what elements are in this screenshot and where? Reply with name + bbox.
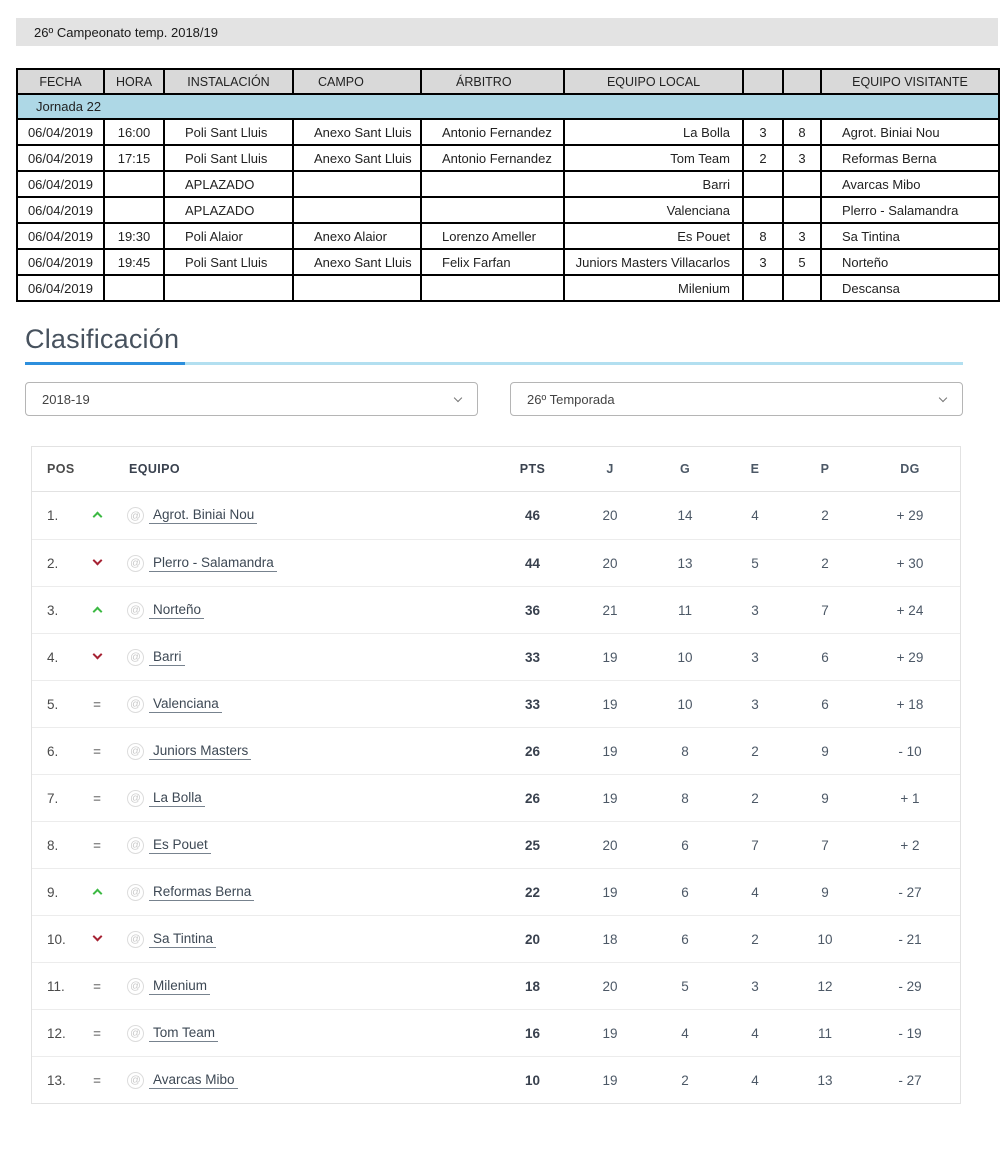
col-header-dg: DG — [900, 462, 920, 476]
won: 8 — [681, 790, 689, 806]
equals-icon: = — [93, 790, 101, 806]
team-link[interactable]: Agrot. Biniai Nou — [149, 507, 257, 524]
won: 14 — [677, 508, 693, 523]
home-score — [743, 275, 783, 301]
away-team: Reformas Berna — [821, 145, 999, 171]
jornada-label: Jornada 22 — [17, 94, 999, 119]
team-cell — [115, 1025, 495, 1042]
standings-row — [32, 1009, 960, 1056]
goal-diff: + 30 — [896, 555, 924, 571]
won: 6 — [681, 884, 689, 900]
won: 10 — [677, 649, 693, 665]
match-venue: Poli Sant Lluis — [164, 249, 293, 275]
match-time: 17:15 — [104, 145, 164, 171]
temporada-select-value: 26º Temporada — [527, 391, 615, 407]
classification-filters — [25, 382, 963, 416]
team-badge-icon: @ — [127, 931, 144, 948]
match-referee — [421, 197, 564, 223]
trend-icon — [79, 650, 115, 665]
home-team: Valenciana — [564, 197, 743, 223]
drawn: 2 — [751, 931, 759, 947]
won: 6 — [681, 837, 689, 853]
match-time — [104, 171, 164, 197]
played: 21 — [602, 602, 618, 618]
trend-icon — [79, 838, 115, 853]
standings-row — [32, 868, 960, 915]
match-venue: Poli Sant Lluis — [164, 145, 293, 171]
standings-row — [32, 727, 960, 774]
temporada-select[interactable] — [510, 382, 963, 416]
points: 33 — [524, 696, 541, 712]
classification-title: Clasificación — [25, 324, 180, 354]
played: 19 — [602, 790, 618, 806]
match-date: 06/04/2019 — [17, 249, 104, 275]
position: 12. — [47, 1025, 66, 1041]
standings-row — [32, 680, 960, 727]
match-venue: APLAZADO — [164, 197, 293, 223]
col-header-pos: POS — [47, 462, 75, 476]
points: 33 — [524, 649, 541, 665]
position: 11. — [47, 978, 65, 994]
goal-diff: - 29 — [898, 978, 922, 994]
goal-diff: + 29 — [896, 649, 924, 665]
played: 20 — [602, 508, 618, 523]
col-header-score-local — [743, 69, 783, 94]
points: 26 — [524, 743, 541, 759]
lost: 13 — [817, 1072, 833, 1088]
goal-diff: + 2 — [900, 837, 920, 853]
position: 9. — [47, 884, 59, 900]
position: 1. — [47, 508, 59, 523]
col-header-fecha: FECHA — [17, 69, 104, 94]
trend-icon — [79, 697, 115, 712]
match-row — [17, 223, 999, 249]
match-field — [293, 171, 421, 197]
team-badge-icon: @ — [127, 1072, 144, 1089]
team-cell — [115, 649, 495, 666]
chevron-down-icon — [92, 555, 102, 565]
title-underline-accent — [25, 362, 185, 365]
col-header-hora: HORA — [104, 69, 164, 94]
team-cell — [115, 602, 495, 619]
standings-header-row — [32, 447, 960, 492]
standings-row — [32, 586, 960, 633]
drawn: 3 — [751, 602, 759, 618]
away-score — [783, 275, 821, 301]
played: 20 — [602, 555, 618, 571]
goal-diff: - 10 — [898, 743, 922, 759]
points: 26 — [524, 790, 541, 806]
points: 16 — [524, 1025, 541, 1041]
lost: 2 — [821, 555, 829, 571]
team-badge-icon: @ — [127, 696, 144, 713]
team-badge-icon: @ — [127, 649, 144, 666]
match-field: Anexo Alaior — [293, 223, 421, 249]
away-score: 3 — [783, 145, 821, 171]
match-row — [17, 197, 999, 223]
trend-icon — [79, 932, 115, 947]
position: 8. — [47, 837, 59, 853]
goal-diff: - 19 — [898, 1025, 922, 1041]
team-link[interactable]: Sa Tintina — [149, 931, 216, 948]
equals-icon: = — [93, 696, 101, 712]
lost: 6 — [821, 696, 829, 712]
position: 13. — [47, 1072, 66, 1088]
trend-icon — [79, 508, 115, 523]
team-cell — [115, 884, 495, 901]
match-referee: Felix Farfan — [421, 249, 564, 275]
won: 4 — [681, 1025, 689, 1041]
match-field: Anexo Sant Lluis — [293, 119, 421, 145]
season-select[interactable] — [25, 382, 478, 416]
home-team: Milenium — [564, 275, 743, 301]
match-time — [104, 275, 164, 301]
team-badge-icon: @ — [127, 507, 144, 524]
trend-icon — [79, 979, 115, 994]
played: 20 — [602, 837, 618, 853]
match-row — [17, 171, 999, 197]
position: 4. — [47, 649, 59, 665]
col-header-pts: PTS — [519, 462, 546, 476]
col-header-equipo-visitante: EQUIPO VISITANTE — [821, 69, 999, 94]
won: 5 — [681, 978, 689, 994]
match-date: 06/04/2019 — [17, 171, 104, 197]
standings-table — [31, 446, 961, 1104]
lost: 6 — [821, 649, 829, 665]
match-field — [293, 197, 421, 223]
match-row — [17, 145, 999, 171]
played: 19 — [602, 649, 618, 665]
trend-icon — [79, 744, 115, 759]
team-badge-icon: @ — [127, 1025, 144, 1042]
match-date: 06/04/2019 — [17, 119, 104, 145]
team-link[interactable]: Reformas Berna — [149, 884, 254, 901]
team-link[interactable]: Tom Team — [149, 1025, 218, 1042]
home-team: Es Pouet — [564, 223, 743, 249]
team-link[interactable]: Norteño — [149, 602, 204, 619]
away-team: Norteño — [821, 249, 999, 275]
away-team: Avarcas Mibo — [821, 171, 999, 197]
away-team: Plerro - Salamandra — [821, 197, 999, 223]
played: 19 — [602, 696, 618, 712]
team-link[interactable]: Milenium — [149, 978, 210, 995]
equals-icon: = — [93, 837, 101, 853]
played: 18 — [602, 931, 618, 947]
chevron-up-icon — [92, 888, 102, 898]
away-score: 8 — [783, 119, 821, 145]
position: 10. — [47, 931, 66, 947]
home-score: 2 — [743, 145, 783, 171]
points: 36 — [524, 602, 541, 618]
col-header-equipo: EQUIPO — [129, 462, 181, 476]
team-link[interactable]: La Bolla — [149, 790, 205, 807]
match-venue: Poli Sant Lluis — [164, 119, 293, 145]
match-date: 06/04/2019 — [17, 197, 104, 223]
chevron-up-icon — [92, 512, 102, 522]
played: 19 — [602, 884, 618, 900]
col-header-e: E — [750, 462, 760, 476]
drawn: 4 — [751, 508, 759, 523]
team-cell — [115, 790, 495, 807]
equals-icon: = — [93, 743, 101, 759]
drawn: 4 — [751, 1025, 759, 1041]
away-team: Agrot. Biniai Nou — [821, 119, 999, 145]
match-row — [17, 249, 999, 275]
col-header-arbitro: ÁRBITRO — [421, 69, 564, 94]
goal-diff: - 27 — [898, 1072, 922, 1088]
equals-icon: = — [93, 1072, 101, 1088]
team-cell — [115, 743, 495, 760]
team-badge-icon: @ — [127, 978, 144, 995]
position: 6. — [47, 743, 59, 759]
drawn: 7 — [751, 837, 759, 853]
season-select-value: 2018-19 — [42, 391, 90, 407]
points: 10 — [524, 1072, 541, 1088]
trend-icon — [79, 791, 115, 806]
col-header-g: G — [679, 462, 691, 476]
team-badge-icon: @ — [127, 790, 144, 807]
match-time: 19:45 — [104, 249, 164, 275]
points: 20 — [524, 931, 541, 947]
trend-icon — [79, 1026, 115, 1041]
col-header-score-visitante — [783, 69, 821, 94]
match-date: 06/04/2019 — [17, 275, 104, 301]
match-time: 19:30 — [104, 223, 164, 249]
won: 11 — [677, 602, 692, 618]
played: 20 — [602, 978, 618, 994]
goal-diff: + 24 — [896, 602, 924, 618]
title-underline — [25, 362, 963, 365]
trend-icon — [79, 603, 115, 618]
lost: 9 — [821, 884, 829, 900]
trend-icon — [79, 885, 115, 900]
team-badge-icon: @ — [127, 837, 144, 854]
team-cell — [115, 931, 495, 948]
match-venue — [164, 275, 293, 301]
trend-icon — [79, 556, 115, 571]
jornada-row — [17, 94, 999, 119]
team-link[interactable]: Plerro - Salamandra — [149, 555, 277, 572]
drawn: 3 — [751, 978, 759, 994]
chevron-down-icon — [454, 393, 462, 401]
team-cell — [115, 837, 495, 854]
drawn: 2 — [751, 790, 759, 806]
goal-diff: + 18 — [896, 696, 924, 712]
match-venue: APLAZADO — [164, 171, 293, 197]
played: 19 — [602, 1025, 618, 1041]
standings-row — [32, 492, 960, 539]
match-date: 06/04/2019 — [17, 145, 104, 171]
home-team: Barri — [564, 171, 743, 197]
drawn: 5 — [751, 555, 759, 571]
equals-icon: = — [93, 1025, 101, 1041]
standings-row — [32, 633, 960, 680]
drawn: 4 — [751, 1072, 759, 1088]
trend-icon — [79, 1073, 115, 1088]
lost: 7 — [821, 837, 829, 853]
away-team: Descansa — [821, 275, 999, 301]
match-referee: Antonio Fernandez — [421, 119, 564, 145]
team-link[interactable]: Es Pouet — [149, 837, 211, 854]
away-team: Sa Tintina — [821, 223, 999, 249]
won: 8 — [681, 743, 689, 759]
goal-diff: - 21 — [898, 931, 922, 947]
team-link[interactable]: Juniors Masters — [149, 743, 251, 760]
chevron-down-icon — [92, 931, 102, 941]
col-header-instalacion: INSTALACIÓN — [164, 69, 293, 94]
home-score: 3 — [743, 249, 783, 275]
match-field — [293, 275, 421, 301]
results-table — [16, 68, 1000, 302]
position: 3. — [47, 602, 59, 618]
standings-row — [32, 915, 960, 962]
chevron-down-icon — [939, 393, 947, 401]
team-cell — [115, 507, 495, 524]
match-row — [17, 275, 999, 301]
points: 44 — [524, 555, 541, 571]
away-score: 3 — [783, 223, 821, 249]
points: 18 — [524, 978, 541, 994]
standings-row — [32, 774, 960, 821]
standings-row — [32, 539, 960, 586]
team-badge-icon: @ — [127, 602, 144, 619]
team-badge-icon: @ — [127, 743, 144, 760]
away-score — [783, 197, 821, 223]
standings-row — [32, 821, 960, 868]
away-score: 5 — [783, 249, 821, 275]
played: 19 — [602, 1072, 618, 1088]
won: 2 — [681, 1072, 689, 1088]
team-cell — [115, 1072, 495, 1089]
team-link[interactable]: Barri — [149, 649, 185, 666]
team-cell — [115, 555, 495, 572]
col-header-equipo-local: EQUIPO LOCAL — [564, 69, 743, 94]
won: 6 — [681, 931, 689, 947]
results-header-row — [17, 69, 999, 94]
drawn: 3 — [751, 696, 759, 712]
standings-row — [32, 1056, 960, 1103]
lost: 9 — [821, 743, 829, 759]
match-referee: Lorenzo Ameller — [421, 223, 564, 249]
team-cell — [115, 978, 495, 995]
match-date: 06/04/2019 — [17, 223, 104, 249]
chevron-up-icon — [92, 606, 102, 616]
home-team: La Bolla — [564, 119, 743, 145]
home-score — [743, 197, 783, 223]
match-time: 16:00 — [104, 119, 164, 145]
col-header-p: P — [820, 462, 830, 476]
championship-title: 26º Campeonato temp. 2018/19 — [34, 24, 218, 40]
championship-title-bar — [16, 18, 998, 46]
goal-diff: + 1 — [900, 790, 920, 806]
standings-row — [32, 962, 960, 1009]
match-field: Anexo Sant Lluis — [293, 145, 421, 171]
col-header-campo: CAMPO — [293, 69, 421, 94]
match-field: Anexo Sant Lluis — [293, 249, 421, 275]
lost: 12 — [817, 978, 833, 994]
drawn: 3 — [751, 649, 759, 665]
goal-diff: - 27 — [898, 884, 922, 900]
match-referee — [421, 275, 564, 301]
lost: 2 — [821, 508, 829, 523]
won: 10 — [677, 696, 693, 712]
goal-diff: + 29 — [896, 508, 924, 523]
away-score — [783, 171, 821, 197]
lost: 9 — [821, 790, 829, 806]
home-team: Juniors Masters Villacarlos — [564, 249, 743, 275]
home-team: Tom Team — [564, 145, 743, 171]
position: 7. — [47, 790, 59, 806]
match-row — [17, 119, 999, 145]
match-referee — [421, 171, 564, 197]
chevron-down-icon — [92, 649, 102, 659]
lost: 10 — [817, 931, 833, 947]
match-venue: Poli Alaior — [164, 223, 293, 249]
team-link[interactable]: Valenciana — [149, 696, 222, 713]
points: 46 — [524, 508, 541, 523]
position: 2. — [47, 555, 59, 571]
home-score — [743, 171, 783, 197]
drawn: 2 — [751, 743, 759, 759]
points: 25 — [524, 837, 541, 853]
home-score: 3 — [743, 119, 783, 145]
lost: 11 — [817, 1025, 832, 1041]
equals-icon: = — [93, 978, 101, 994]
team-cell — [115, 696, 495, 713]
lost: 7 — [821, 602, 829, 618]
team-badge-icon: @ — [127, 884, 144, 901]
team-badge-icon: @ — [127, 555, 144, 572]
home-score: 8 — [743, 223, 783, 249]
played: 19 — [602, 743, 618, 759]
points: 22 — [524, 884, 541, 900]
drawn: 4 — [751, 884, 759, 900]
team-link[interactable]: Avarcas Mibo — [149, 1072, 238, 1089]
col-header-j: J — [606, 462, 614, 476]
match-time — [104, 197, 164, 223]
position: 5. — [47, 696, 59, 712]
won: 13 — [677, 555, 693, 571]
match-referee: Antonio Fernandez — [421, 145, 564, 171]
